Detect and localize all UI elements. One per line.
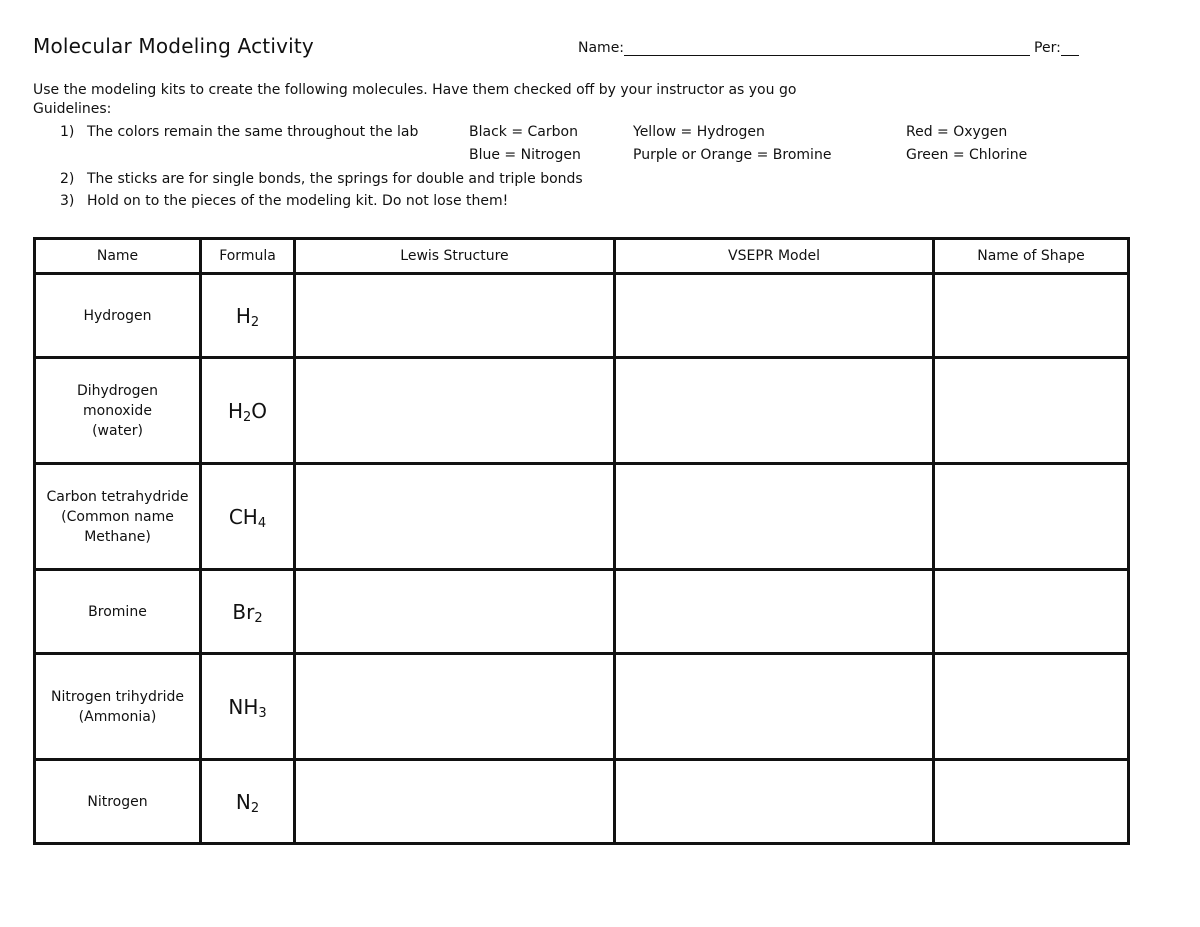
guideline-number: 3)	[60, 193, 75, 209]
column-header-formula: Formula	[201, 239, 295, 274]
formula-symbol: NH	[228, 694, 259, 719]
shape-name-cell[interactable]	[934, 760, 1129, 844]
column-header-lewis-structure: Lewis Structure	[295, 239, 615, 274]
shape-name-cell[interactable]	[934, 654, 1129, 760]
table-row	[35, 464, 1129, 570]
molecule-name-line: Hydrogen	[83, 307, 152, 324]
formula-subscript: 4	[257, 515, 267, 531]
vsepr-model-cell[interactable]	[615, 760, 934, 844]
vsepr-model-cell[interactable]	[615, 274, 934, 358]
period-label: Per:	[1034, 40, 1061, 56]
formula-cell	[201, 358, 295, 464]
vsepr-model-cell[interactable]	[615, 464, 934, 570]
molecule-name-cell	[35, 654, 201, 760]
guideline-text: The sticks are for single bonds, the springs for double and triple bonds	[87, 171, 583, 187]
formula-cell	[201, 464, 295, 570]
molecule-name-line: Dihydrogen	[76, 382, 159, 399]
formula-subscript: 2	[250, 314, 260, 330]
formula-subscript: 2	[243, 409, 252, 425]
period-blank[interactable]	[1061, 41, 1079, 56]
molecule-name-line: (Common name	[61, 508, 174, 525]
guideline-number: 2)	[60, 171, 75, 187]
lewis-structure-cell[interactable]	[295, 274, 615, 358]
table-row	[35, 274, 1129, 358]
shape-name-cell[interactable]	[934, 358, 1129, 464]
molecule-name-cell	[35, 464, 201, 570]
molecule-name-cell	[35, 358, 201, 464]
lewis-structure-cell[interactable]	[295, 358, 615, 464]
color-key-purple: Purple or Orange = Bromine	[633, 147, 832, 163]
formula-symbol: O	[251, 398, 268, 423]
formula-cell	[201, 274, 295, 358]
table-row	[35, 358, 1129, 464]
color-key-red: Red = Oxygen	[906, 124, 1008, 140]
molecule-name-line: Nitrogen trihydride	[50, 688, 184, 705]
formula-cell	[201, 654, 295, 760]
name-label: Name:	[578, 40, 625, 56]
guideline-number: 1)	[60, 124, 75, 140]
column-header-shape-name: Name of Shape	[934, 239, 1129, 274]
formula-symbol: N	[235, 789, 251, 814]
shape-name-cell[interactable]	[934, 570, 1129, 654]
table-header-row	[35, 239, 1129, 274]
table-row	[35, 570, 1129, 654]
page-title: Molecular Modeling Activity	[33, 34, 314, 58]
molecule-table	[33, 237, 1130, 845]
formula-symbol: H	[235, 303, 251, 328]
table-row	[35, 760, 1129, 844]
formula-subscript: 3	[258, 705, 267, 721]
molecule-name-line: Methane)	[84, 528, 151, 545]
guideline-text: The colors remain the same throughout the lab	[87, 124, 419, 140]
formula-cell	[201, 760, 295, 844]
formula-symbol: Br	[232, 599, 255, 624]
name-period-line	[578, 40, 1079, 56]
formula-subscript: 2	[254, 610, 263, 626]
molecule-name-line: Carbon tetrahydride	[46, 488, 189, 505]
color-key-blue: Blue = Nitrogen	[469, 147, 581, 163]
molecule-name-line: (Ammonia)	[78, 708, 157, 725]
instructions-text: Use the modeling kits to create the following molecules. Have them checked off by your instructor as you go	[33, 82, 797, 98]
column-header-name: Name	[35, 239, 201, 274]
guidelines-label: Guidelines:	[33, 101, 112, 117]
formula-subscript: 2	[250, 800, 260, 816]
molecule-name-cell	[35, 760, 201, 844]
formula-cell	[201, 570, 295, 654]
vsepr-model-cell[interactable]	[615, 358, 934, 464]
molecule-name-line: Bromine	[88, 603, 147, 620]
shape-name-cell[interactable]	[934, 464, 1129, 570]
guideline-text: Hold on to the pieces of the modeling kit. Do not lose them!	[87, 193, 509, 209]
vsepr-model-cell[interactable]	[615, 654, 934, 760]
color-key-black: Black = Carbon	[469, 124, 578, 140]
column-header-vsepr-model: VSEPR Model	[615, 239, 934, 274]
molecule-name-line: Nitrogen	[87, 793, 148, 810]
lewis-structure-cell[interactable]	[295, 570, 615, 654]
lewis-structure-cell[interactable]	[295, 760, 615, 844]
table-row	[35, 654, 1129, 760]
color-key-green: Green = Chlorine	[906, 147, 1028, 163]
shape-name-cell[interactable]	[934, 274, 1129, 358]
name-blank[interactable]	[624, 41, 1030, 56]
molecule-name-cell	[35, 274, 201, 358]
lewis-structure-cell[interactable]	[295, 464, 615, 570]
vsepr-model-cell[interactable]	[615, 570, 934, 654]
molecule-name-line: monoxide	[83, 402, 152, 419]
lewis-structure-cell[interactable]	[295, 654, 615, 760]
molecule-name-cell	[35, 570, 201, 654]
formula-symbol: CH	[228, 504, 258, 529]
molecule-name-line: (water)	[92, 422, 143, 439]
formula-symbol: H	[227, 398, 243, 423]
color-key-yellow: Yellow = Hydrogen	[633, 124, 765, 140]
